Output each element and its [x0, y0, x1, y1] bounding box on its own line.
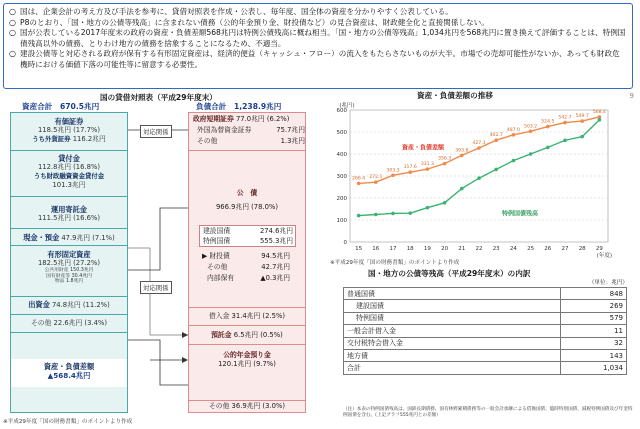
- sub-label: うち外貨証券: [32, 135, 71, 143]
- data-point: [460, 187, 464, 191]
- connector-line: [128, 340, 188, 385]
- value: 118.5兆円 (17.7%): [37, 126, 101, 134]
- sub-value: 116.2兆円: [72, 135, 106, 143]
- data-label: 317.6: [403, 165, 417, 171]
- data-label: 393.8: [455, 148, 469, 154]
- value: 112.8兆円 (16.8%): [37, 163, 101, 171]
- table-row: [344, 312, 627, 324]
- row-label: 建設国債: [344, 300, 561, 312]
- value: ▲568.4兆円: [47, 371, 91, 380]
- debt-table-unit: （単位：兆円）: [588, 280, 628, 286]
- data-point: [426, 167, 430, 171]
- correspondence-label: 対応関係: [140, 281, 172, 294]
- bullet-icon: ○: [9, 7, 16, 16]
- row-value: 32: [561, 337, 627, 349]
- row-value: 269: [561, 300, 627, 312]
- data-label: 303.3: [386, 168, 400, 174]
- value: 77.0兆円 (6.2%): [235, 115, 290, 123]
- data-label: 462.7: [489, 133, 503, 139]
- data-point: [391, 212, 395, 216]
- sub-value: 101.3兆円: [52, 181, 86, 189]
- table-row: [344, 325, 627, 337]
- data-point: [580, 119, 584, 123]
- fixed-breakdown-row: 国有財産等 30.4兆円: [46, 273, 92, 279]
- data-point: [408, 211, 412, 215]
- legend-label: 資産・負債差額: [402, 144, 445, 152]
- table-row: [344, 349, 627, 361]
- row-label: 交付税特会借入金: [344, 337, 561, 349]
- label: 有形固定資産: [47, 250, 91, 259]
- data-point: [477, 176, 481, 180]
- data-point: [563, 139, 567, 143]
- line-chart: [322, 100, 622, 260]
- y-tick-label: 100: [336, 218, 347, 224]
- table-row: [344, 300, 627, 312]
- data-label: 266.4: [352, 176, 366, 182]
- row-label: 地方債: [344, 349, 561, 361]
- label: 公 債: [236, 189, 258, 197]
- footer-source: ※平成29年度「国の財務書類」のポイントより作成: [3, 419, 133, 425]
- correspondence-label: 対応関係: [140, 125, 172, 138]
- debt-table-footnote: （注）本表の特例国債残高は、国鉄長期債務、国有林野累積債務等の一般会計承継による借換国債、臨時特別国債、減税特例国債及び年金特例国債を含む。(上記グラフ555兆円との差額）: [343, 407, 633, 418]
- liability-total: 負債合計 1,238.9兆円: [196, 102, 282, 111]
- data-label: 524.5: [541, 119, 555, 125]
- y-tick-label: 300: [336, 174, 347, 180]
- value: 75.7兆円: [276, 126, 305, 134]
- x-tick-label: 28: [578, 246, 586, 252]
- data-point: [546, 125, 550, 129]
- bond-row: 特例国債 555.3兆円: [203, 237, 293, 245]
- fixed-breakdown-row: 物品 1.8兆円: [54, 279, 84, 285]
- label: 貸付金: [58, 154, 80, 163]
- x-tick-label: 23: [492, 246, 500, 252]
- note-text: 建設公債等と対応される政府が保有する有形固定資産は、経済的便益（キャッシュ・フロー）の流入をもたらさないものが大半。市場での売却可能性がないか、あっても財政危機時における価値下落の可能性等に留意する必要性。: [20, 49, 620, 69]
- data-point: [546, 146, 550, 150]
- data-point: [374, 213, 378, 217]
- data-point: [408, 170, 412, 174]
- x-tick-label: 17: [389, 246, 397, 252]
- data-label: 427.3: [472, 140, 486, 146]
- label: 有価証券: [54, 117, 84, 126]
- y-tick-label: 600: [336, 108, 347, 114]
- data-point: [460, 154, 464, 158]
- row-value: 848: [561, 288, 627, 300]
- label: 出資金: [28, 300, 50, 309]
- label: 外国為替資金証券: [197, 126, 252, 134]
- x-tick-label: 19: [423, 246, 431, 252]
- data-label: 487.0: [506, 127, 520, 133]
- x-tick-label: 15: [355, 246, 363, 252]
- x-tick-label: 22: [475, 246, 483, 252]
- table-row: [344, 337, 627, 349]
- bond-row: ▶ 財投債 94.5兆円: [202, 252, 290, 260]
- bullet-icon: ○: [9, 17, 16, 27]
- table-row: [344, 362, 627, 374]
- x-axis-label: (年度): [596, 253, 612, 259]
- data-point: [494, 168, 498, 172]
- asset-total: 資産合計 670.5兆円: [22, 102, 100, 111]
- debt-table-title: 国・地方の公債等残高（平成29年度末）の内訳: [368, 269, 531, 278]
- value: 6.5兆円 (0.5%): [233, 331, 283, 339]
- arrow-head-icon: [182, 357, 188, 363]
- balance-sheet-title: 国の貸借対照表（平成29年度末）: [100, 93, 217, 102]
- label: 現金・預金: [23, 233, 60, 242]
- x-tick-label: 21: [458, 246, 466, 252]
- data-point: [374, 180, 378, 184]
- legend-label: 特例国債残高: [502, 210, 539, 218]
- data-point: [477, 146, 481, 150]
- label: 公的年金預り金: [223, 351, 271, 359]
- connector-line: [128, 208, 188, 270]
- data-point: [494, 138, 498, 142]
- x-tick-label: 29: [595, 246, 603, 252]
- data-point: [580, 135, 584, 139]
- value: 111.5兆円 (16.6%): [37, 214, 101, 222]
- value: 22.6兆円 (3.4%): [53, 319, 108, 327]
- value: 74.8兆円 (11.2%): [51, 301, 110, 309]
- data-label: 272.1: [369, 175, 383, 181]
- row-value: 579: [561, 312, 627, 324]
- label: その他: [30, 319, 52, 327]
- x-tick-label: 24: [509, 246, 517, 252]
- data-label: 503.2: [524, 124, 538, 130]
- data-label: 356.3: [438, 156, 452, 162]
- x-tick-label: 20: [441, 246, 449, 252]
- chart-area: [322, 91, 622, 266]
- row-label: 一般会計借入金: [344, 325, 561, 337]
- data-point: [563, 121, 567, 125]
- value: 36.9兆円 (3.0%): [231, 402, 286, 410]
- y-axis-label: (兆円): [339, 103, 355, 109]
- value: 1.3兆円: [280, 137, 305, 145]
- data-point: [357, 182, 361, 186]
- row-label: 特例国債: [344, 312, 561, 324]
- data-point: [512, 133, 516, 137]
- value: 31.4兆円 (2.5%): [231, 312, 286, 320]
- label: その他: [208, 402, 230, 410]
- x-tick-label: 16: [372, 246, 380, 252]
- x-tick-label: 26: [544, 246, 552, 252]
- value: 182.5兆円 (27.2%): [37, 259, 101, 267]
- fixed-breakdown-row: 公共用財産 150.3兆円: [44, 268, 94, 273]
- label: 運用寄託金: [51, 205, 87, 214]
- x-tick-label: 18: [406, 246, 414, 252]
- data-point: [443, 162, 447, 166]
- bond-row: 内部保有 ▲0.3兆円: [207, 274, 290, 282]
- row-value: 143: [561, 349, 627, 361]
- data-point: [529, 152, 533, 156]
- note-text: P8のとおり、「国・地方の公債等残高」に含まれない債務（公的年金預り金、財投債など）の見合資産は、財政健全化と直接関係しない。: [20, 17, 489, 27]
- bullet-icon: ○: [9, 28, 16, 38]
- note-text: 国が公表している2017年度末の政府の資産・負債差額568兆円は特例公債残高に概ね相当。「国・地方の公債等残高」1,034兆円を568兆円に置き換えて評価することは、特例国債残高以外の債務、とりわけ地方の債務を捨象することになるため、不適当。: [20, 28, 626, 48]
- row-value: 1,034: [561, 362, 627, 374]
- note-text: 国は、企業会計の考え方及び手法を参考に、貸借対照表を作成・公表し、毎年度、国全体の資産を分かりやすく公表している。: [20, 7, 453, 16]
- data-point: [443, 201, 447, 205]
- label: 預託金: [211, 331, 232, 339]
- chart-title: 資産・負債差額の推移: [417, 91, 493, 100]
- y-tick-label: 0: [343, 240, 347, 246]
- chart-source: ※平成29年度「国の財務書類」のポイントより作成: [330, 260, 460, 266]
- y-tick-label: 200: [336, 196, 347, 202]
- label: 資産・負債差額: [43, 362, 95, 371]
- bond-row: 建設国債 274.6兆円: [203, 227, 293, 235]
- data-label: 542.7: [558, 115, 572, 121]
- data-label: 331.3: [420, 162, 434, 168]
- label: 政府短期証券: [193, 115, 234, 123]
- label: その他: [197, 137, 218, 145]
- data-label: 568.4: [592, 109, 606, 115]
- label: 借入金: [208, 312, 230, 320]
- value: 47.9兆円 (7.1%): [61, 234, 115, 242]
- arrow-head-icon: [182, 332, 188, 338]
- data-label: 549.7: [575, 114, 589, 120]
- data-point: [426, 206, 430, 210]
- y-tick-label: 400: [336, 152, 347, 158]
- row-label: 合計: [344, 362, 561, 374]
- data-point: [357, 214, 361, 218]
- data-point: [598, 118, 602, 122]
- bullet-icon: ○: [9, 49, 16, 59]
- data-point: [512, 159, 516, 163]
- y-tick-label: 500: [336, 130, 347, 136]
- data-point: [529, 129, 533, 133]
- sub-label: うち財政融資資金貸付金: [33, 172, 105, 180]
- row-label: 普通国債: [344, 288, 561, 300]
- table-row: [344, 288, 627, 300]
- liab-bonds-value: 966.9兆円 (78.0%): [215, 203, 279, 211]
- data-point: [391, 173, 395, 177]
- x-tick-label: 25: [527, 246, 535, 252]
- bond-row: その他 42.7兆円: [207, 263, 290, 271]
- row-value: 11: [561, 325, 627, 337]
- page-number: 9: [629, 92, 634, 100]
- value: 120.1兆円 (9.7%): [218, 360, 276, 368]
- debt-table: [343, 287, 627, 375]
- x-tick-label: 27: [561, 246, 569, 252]
